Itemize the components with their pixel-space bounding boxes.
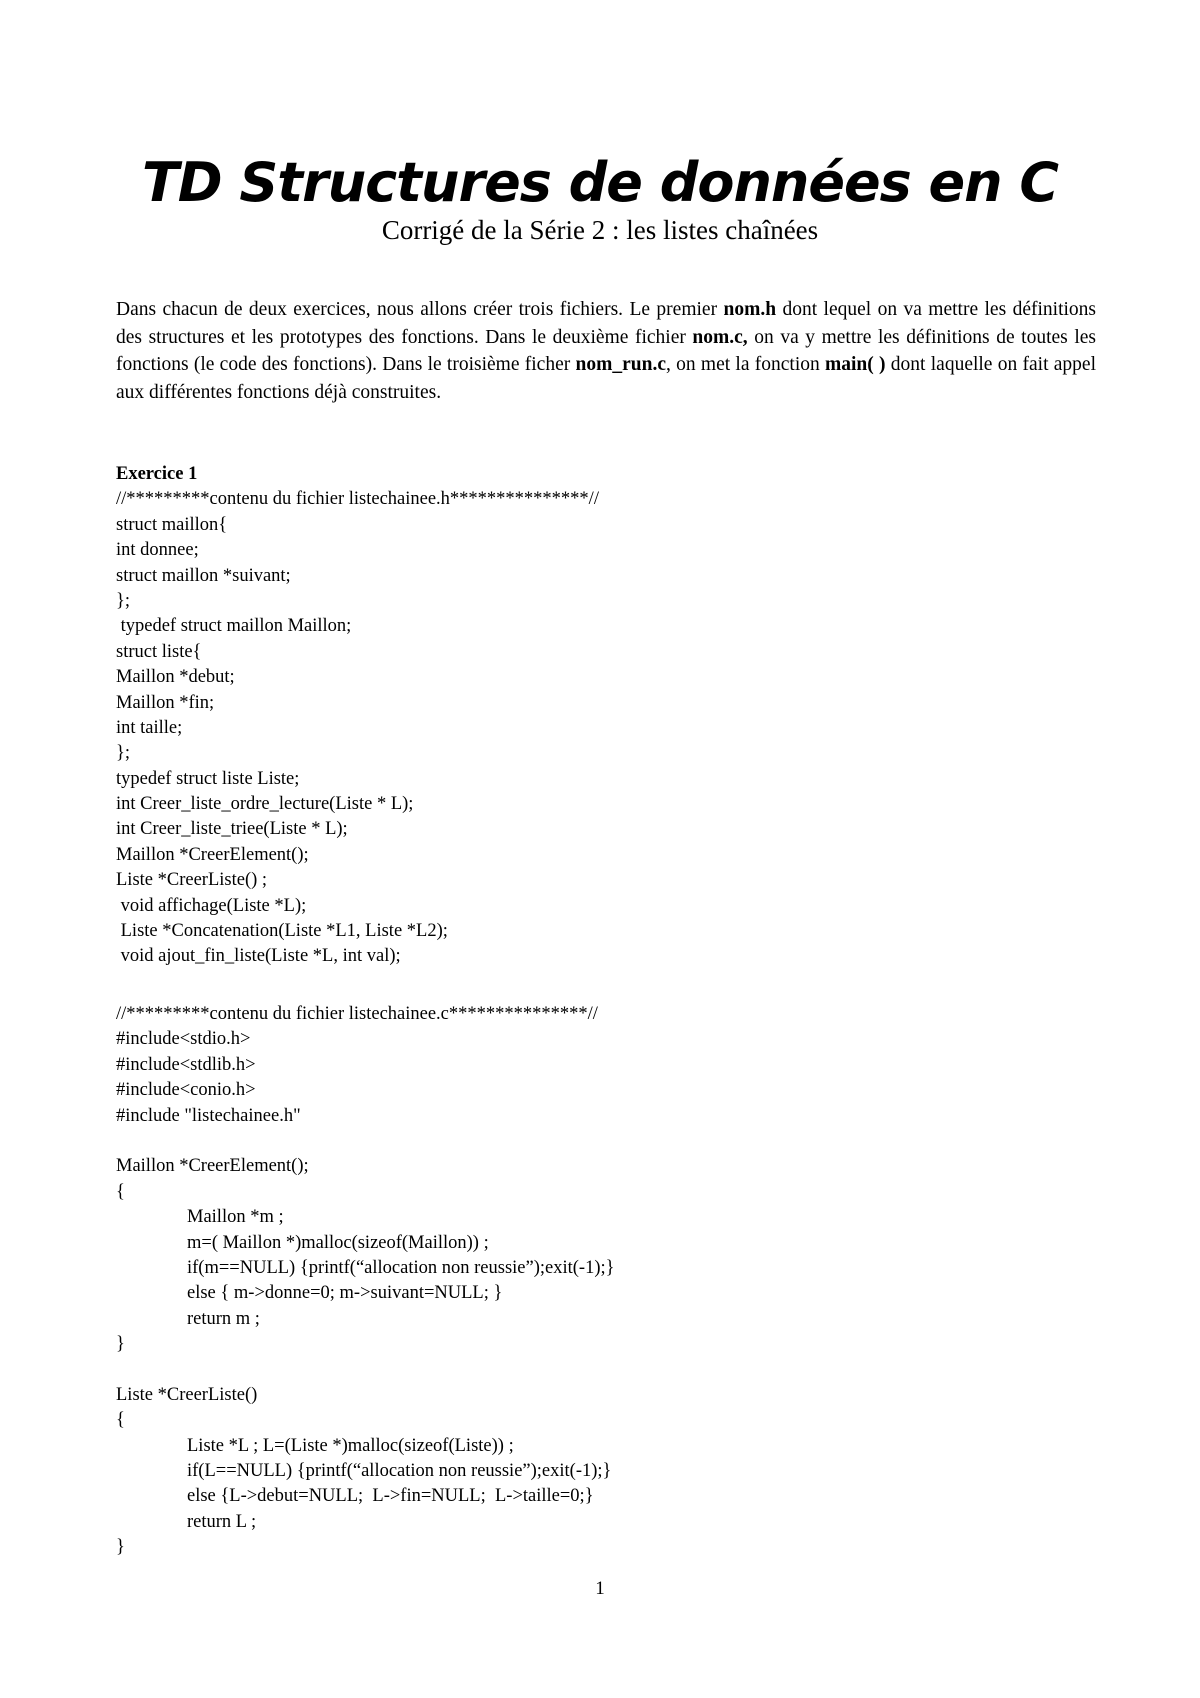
code-line: Liste *CreerListe() ; <box>116 870 268 891</box>
code-line: else { m->donne=0; m->suivant=NULL; } <box>187 1283 503 1304</box>
code-line: typedef struct maillon Maillon; <box>116 616 352 637</box>
code-line: typedef struct liste Liste; <box>116 768 300 789</box>
code-line: int taille; <box>116 717 183 738</box>
code-line: }; <box>116 743 131 764</box>
code-line: #include<conio.h> <box>116 1080 256 1101</box>
code-line: #include "listechainee.h" <box>116 1105 301 1126</box>
exercise-heading: Exercice 1 <box>116 464 198 484</box>
code-line: }; <box>116 590 131 611</box>
intro-text: , on met la fonction <box>665 354 826 375</box>
intro-bold-term: nom.c, <box>692 326 748 348</box>
code-line: Maillon *fin; <box>116 692 215 713</box>
code-line: Liste *CreerListe() <box>116 1384 258 1405</box>
code-line: #include<stdlib.h> <box>116 1054 256 1075</box>
code-line: Maillon *CreerElement(); <box>116 844 309 865</box>
code-line: Liste *L ; L=(Liste *)malloc(sizeof(Liste)) ; <box>187 1435 514 1456</box>
code-line: { <box>116 1410 125 1431</box>
code-line: Maillon *CreerElement(); <box>116 1156 309 1177</box>
code-line: } <box>116 1334 125 1355</box>
intro-text: dont laquelle on fait appel aux différentes fonctions déjà construites. <box>116 354 1096 403</box>
intro-bold-term: nom_run.c <box>575 354 666 375</box>
document-title: TD Structures de données en C <box>141 151 1059 214</box>
code-block-source-file <box>116 1002 1096 1561</box>
code-block-header-file <box>116 462 1096 970</box>
code-line: else {L->debut=NULL; L->fin=NULL; L->taille=0;} <box>187 1486 594 1507</box>
code-line: int Creer_liste_triee(Liste * L); <box>116 819 348 840</box>
code-line: return m ; <box>187 1308 260 1329</box>
code-line: Maillon *m ; <box>187 1207 284 1228</box>
code-line: //*********contenu du fichier listechainee.h***************// <box>116 489 599 510</box>
code-line: struct liste{ <box>116 641 202 662</box>
code-line <box>116 1357 1096 1382</box>
intro-bold-term: main( ) <box>825 354 886 375</box>
intro-text: on va y mettre les définitions de toutes les fonctions (le code des fonctions). Dans le troisième ficher <box>116 326 1096 375</box>
code-line: int donnee; <box>116 540 199 561</box>
code-line: if(L==NULL) {printf(“allocation non reussie”);exit(-1);} <box>187 1461 612 1482</box>
code-line: Maillon *debut; <box>116 667 235 688</box>
page-number: 1 <box>595 1578 605 1599</box>
code-line: } <box>116 1537 125 1558</box>
code-line <box>116 1129 1096 1154</box>
intro-text: dont lequel on va mettre les définitions des structures et les prototypes des fonctions. Dans le deuxième fichier <box>116 299 1096 348</box>
code-line: m=( Maillon *)malloc(sizeof(Maillon)) ; <box>187 1232 489 1253</box>
intro-text: Dans chacun de deux exercices, nous allons créer trois fichiers. Le premier <box>116 299 724 320</box>
code-line: return L ; <box>187 1511 257 1532</box>
code-line: struct maillon *suivant; <box>116 565 291 586</box>
code-line: Liste *Concatenation(Liste *L1, Liste *L2); <box>116 921 448 942</box>
code-line: //*********contenu du fichier listechainee.c***************// <box>116 1004 598 1024</box>
code-line: struct maillon{ <box>116 514 228 535</box>
code-line: #include<stdio.h> <box>116 1029 251 1050</box>
intro-bold-term: nom.h <box>723 299 777 320</box>
intro-paragraph <box>116 296 1096 406</box>
code-line: void affichage(Liste *L); <box>116 895 307 916</box>
code-line: { <box>116 1181 125 1202</box>
code-line: if(m==NULL) {printf(“allocation non reussie”);exit(-1);} <box>187 1257 615 1278</box>
code-line: int Creer_liste_ordre_lecture(Liste * L); <box>116 794 414 815</box>
document-subtitle: Corrigé de la Série 2 : les listes chaînées <box>381 215 819 245</box>
code-line: void ajout_fin_liste(Liste *L, int val); <box>116 946 401 967</box>
